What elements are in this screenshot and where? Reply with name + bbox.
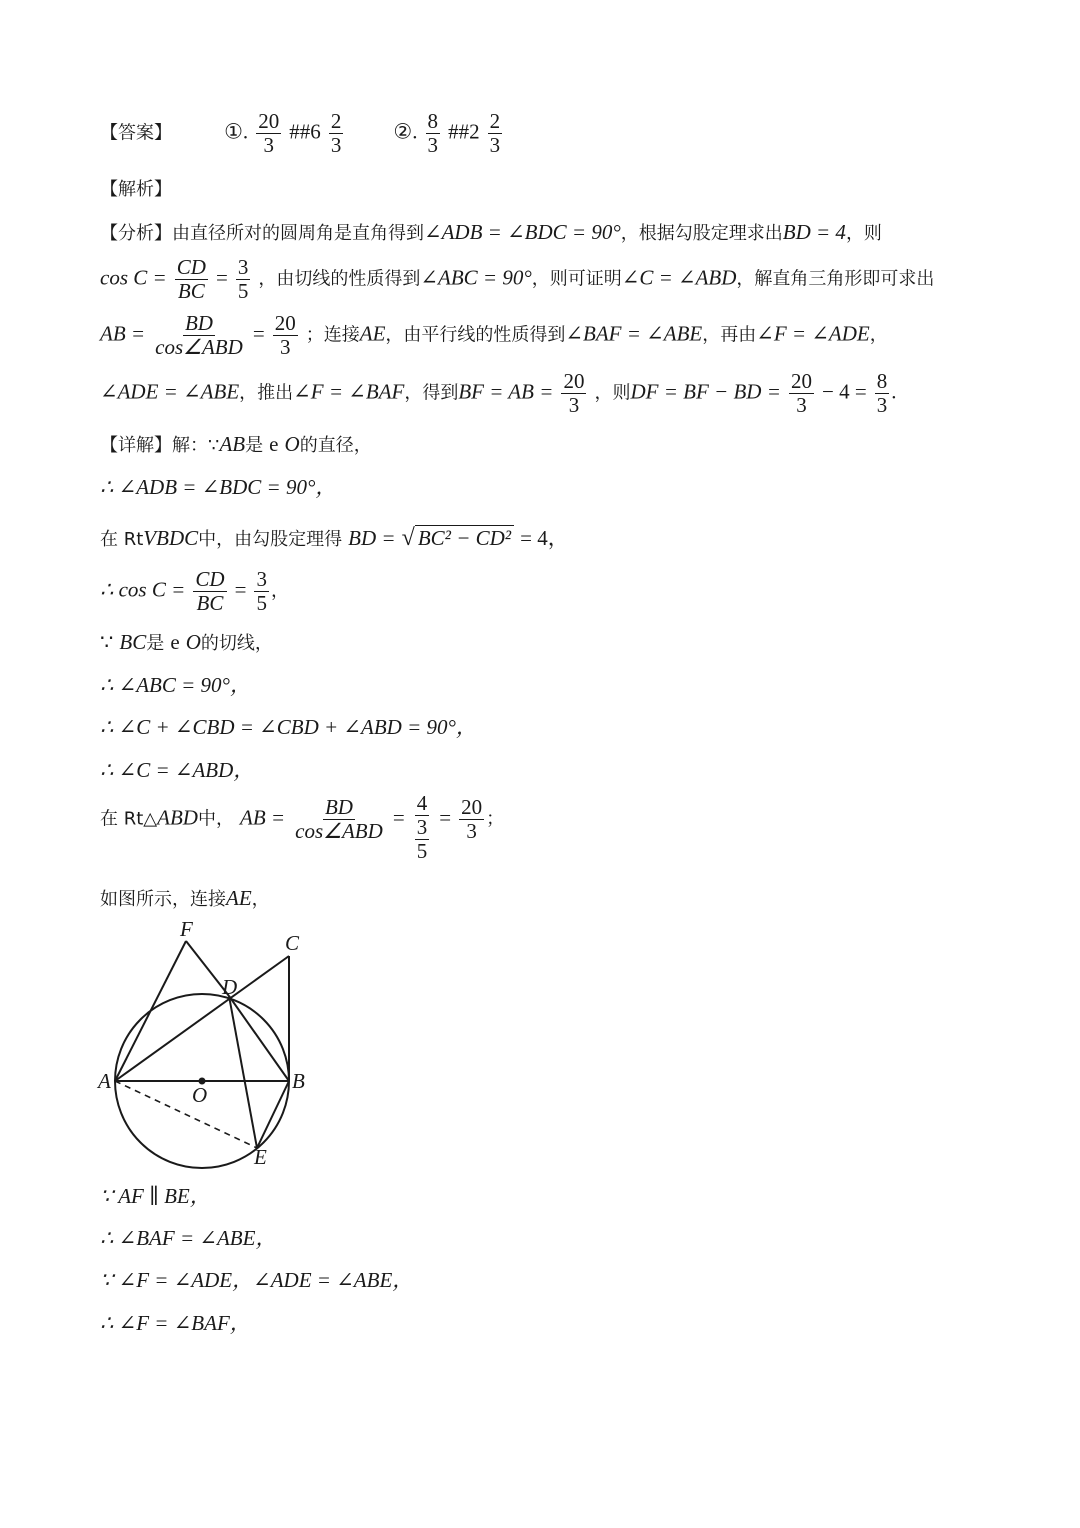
detail-line-6: ∴ ∠ABC = 90°， (100, 673, 251, 697)
detail-line-10: 如图所示，连接AE， (100, 886, 270, 910)
fenxi-line-2: cos C = $\frac{CD}{BC}$ = $\frac{3}{5}$ ，由切线的性质得到∠ABC = 90°，则可证明∠C = ∠ABD，解直角三角形即可求出 (100, 255, 935, 304)
label-a: A (98, 1069, 111, 1093)
fraction-20-3-c: $\frac{20}{3}$ (790, 369, 812, 418)
fenxi-line-3: AB = $\frac{BD}{\text{cos∠ABD}}$ = $\frac{20}{3}$ ；连接AE，由平行线的性质得到∠BAF = ∠ABE，再由∠F = ∠ADE， (100, 311, 888, 360)
detail-line-11: ∵ AF ∥ BE， (100, 1184, 211, 1208)
answer-marker-1: ①. (224, 119, 249, 144)
fenxi-line-1: 【分析】由直径所对的圆周角是直角得到∠ADB = ∠BDC = 90°，根据勾股定理求出BD = 4，则 (100, 220, 882, 244)
fraction-cd-bc-2: $\frac{CD}{BC}$ (195, 567, 225, 616)
segment-bd (229, 996, 289, 1081)
answer-tag: 【答案】 (100, 122, 172, 144)
detail-line-9: 在 Rt△ABD中， AB = $\frac{BD}{\text{cos∠ABD}}$ = $\frac{4}{\frac{3}{5}}$ = $\frac{20}{3}$ ； (100, 791, 505, 864)
label-e: E (254, 1145, 267, 1169)
fraction-8-3: $\frac{8}{3}$ (876, 369, 888, 418)
label-d: D (222, 975, 238, 999)
fraction-20-3: $\frac{20}{3}$ (274, 311, 296, 360)
fraction-3-5-2: $\frac{3}{5}$ (256, 567, 267, 616)
fraction-3-5: $\frac{3}{5}$ (237, 255, 249, 304)
fraction-20-3-d: $\frac{20}{3}$ (461, 795, 483, 844)
fenxi-line-4: ∠ADE = ∠ABE，推出∠F = ∠BAF，得到BF = AB = $\frac{20}{3}$ ，则DF = BF − BD = $\frac{20}{3}$ − 4 = $\frac{8}{3}$ . (100, 369, 897, 418)
geometry-figure (90, 918, 330, 1178)
answer-2-sep: ##2 (448, 119, 480, 144)
detail-line-5: ∵ BC是 e O的切线， (100, 630, 273, 654)
detail-line-7: ∴ ∠C + ∠CBD = ∠CBD + ∠ABD = 90°， (100, 715, 477, 739)
detail-line-12: ∴ ∠BAF = ∠ABE， (100, 1226, 277, 1250)
segment-be (257, 1081, 289, 1148)
sqrt-sign: √ (401, 525, 415, 551)
segment-de (229, 996, 257, 1148)
answer-marker-2: ②. (393, 119, 418, 144)
answer-1-mixed-fraction: $\frac{2}{3}$ (330, 109, 342, 158)
detail-line-13: ∵ ∠F = ∠ADE，∠ADE = ∠ABE， (100, 1268, 414, 1292)
fraction-bd-cos: $\frac{BD}{\text{cos∠ABD}}$ (155, 311, 243, 360)
fraction-cd-bc: $\frac{CD}{BC}$ (176, 255, 206, 304)
answer-2-mixed-fraction: $\frac{2}{3}$ (489, 109, 501, 158)
label-b: B (292, 1069, 305, 1093)
detail-line-14: ∴ ∠F = ∠BAF， (100, 1311, 251, 1335)
label-c: C (285, 931, 300, 955)
segment-af (115, 941, 186, 1081)
detail-line-3: 在 RtVBDC中，由勾股定理得 BD = √ BC² − CD² = 4， (100, 525, 569, 551)
fraction-20-3-b: $\frac{20}{3}$ (563, 369, 585, 418)
label-f: F (180, 918, 193, 941)
answer-1-sep: ##6 (289, 119, 321, 144)
analysis-tag: 【解析】 (100, 179, 172, 200)
answer-2-fraction: $\frac{8}{3}$ (427, 109, 439, 158)
fenxi-tag: 【分析】 (100, 223, 172, 244)
detail-line-2: ∴ ∠ADB = ∠BDC = 90°， (100, 475, 337, 499)
detail-line-8: ∴ ∠C = ∠ABD， (100, 758, 255, 782)
label-o: O (192, 1083, 208, 1107)
detail-line-1: 【详解】解：∵AB是 e O的直径， (100, 432, 372, 456)
detail-line-4: ∴ cos C = $\frac{CD}{BC}$ = $\frac{3}{5}$ ， (100, 567, 289, 616)
detail-tag: 【详解】 (100, 435, 172, 456)
answer-1-fraction: $\frac{20}{3}$ (258, 109, 280, 158)
complex-fraction: $\frac{4}{\frac{3}{5}}$ (416, 791, 428, 864)
answer-line (100, 110, 504, 157)
analysis-heading (100, 180, 172, 199)
sqrt-radicand: BC² − CD² (415, 525, 514, 550)
fraction-bd-cos-2: $\frac{BD}{\text{cos∠ABD}}$ (295, 795, 383, 844)
